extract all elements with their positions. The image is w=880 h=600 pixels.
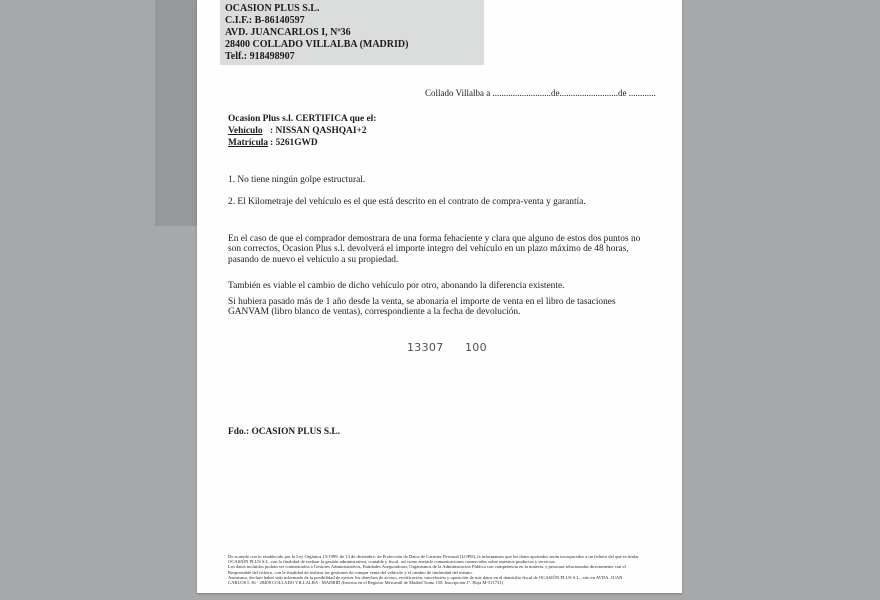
text-line: AVD. JUANCARLOS I, Nº36 xyxy=(225,27,351,38)
odometer-form-value[interactable]: 13307 xyxy=(407,341,444,354)
text-line: Los datos incluidos podrán ser comunicados a Gestores Administrativos, Entidades Aseguradoras, Organismos de la Administración Pública con competencia en la materia, y personas relacionadas directamente con el xyxy=(228,564,626,570)
condition-point-1: 1. No tiene ningún golpe estructural. xyxy=(228,175,366,185)
plate-label: Matrícula xyxy=(228,138,269,148)
ganvam-paragraph xyxy=(228,297,673,318)
text-line: También es viable el cambio de dicho vehículo por otro, abonando la diferencia existente. xyxy=(228,281,565,291)
secondary-form-value[interactable]: 100 xyxy=(465,341,487,354)
legal-fine-print xyxy=(228,554,673,585)
text-line: C.I.F.: B-86140597 xyxy=(225,15,305,26)
vehicle-value: : NISSAN QASHQAI+2 xyxy=(270,126,367,136)
text-line: Asimismo, declaro haber sido informado de la posibilidad de ejercer los derechos de acceso, rectificación, cancelación y oposición de mis datos en el domicilio fiscal de OCASIÓN PLUS S.L., sito en AVDA. JUAN xyxy=(228,574,623,580)
text-line: OCASION PLUS S.L. xyxy=(225,3,320,14)
text-line: OCASIÓN PLUS S.L. con la finalidad de realizar la gestión administrativa, contable y fiscal, así como enviarle comunicaciones comerciales sobre nuestros productos y servicios. xyxy=(228,559,556,565)
text-line: De acuerdo con lo establecido por la Ley Orgánica 15/1999, de 13 de diciembre, de Protección de Datos de Carácter Personal (LOPD), le informamos que los datos aportados serán incorporados a un fichero del que es titular xyxy=(228,554,639,559)
vehicle-row xyxy=(228,126,367,136)
text-line: En el caso de que el comprador demostrara de una forma fehaciente y clara que alguno de estos dos puntos no xyxy=(228,234,641,244)
vehicle-label: Vehículo xyxy=(228,126,263,136)
refund-paragraph xyxy=(228,234,673,265)
plate-value: : 5261GWD xyxy=(270,138,318,148)
company-header-block xyxy=(220,0,484,65)
document-page xyxy=(197,0,682,593)
text-line: Si hubiera pasado más de 1 año desde la venta, se abonaría el importe de venta en el libro de tasaciones xyxy=(228,297,616,307)
certification-intro: Ocasion Plus s.l. CERTIFICA que el: xyxy=(228,114,377,124)
plate-row xyxy=(228,138,318,148)
text-line: GANVAM (libro blanco de ventas), correspondiente a la fecha de devolución. xyxy=(228,307,521,318)
text-line: 28400 COLLADO VILLALBA (MADRID) xyxy=(225,39,409,50)
text-line: son correctos, Ocasion Plus s.l. devolverá el importe íntegro del vehículo en un plazo máximo de 48 horas, xyxy=(228,244,629,255)
condition-point-2: 2. El Kilometraje del vehículo es el que está descrito en el contrato de compra-venta y garantía. xyxy=(228,197,586,207)
date-line: Collado Villalba a ..........................de..........................de ............ xyxy=(425,88,656,98)
text-line: pasando de nuevo el vehículo a su propiedad. xyxy=(228,254,399,265)
text-line: CARLOS I, 36 - 28400 COLLADO VILLALBA - MADRID (Inscrita en el Registro Mercantil de Madrid Tomo 150, Inscripción 1ª, Hoja M-511731) xyxy=(228,580,504,586)
page-shadow-band xyxy=(155,0,197,226)
text-line: Telf.: 918498907 xyxy=(225,51,295,62)
signature-line: Fdo.: OCASION PLUS S.L. xyxy=(228,427,341,437)
text-line: Responsable del fichero, con la finalidad de realizar las gestiones de compra venta del vehículo y el cambio de titularidad del mismo. xyxy=(228,569,473,575)
exchange-paragraph xyxy=(228,281,673,291)
